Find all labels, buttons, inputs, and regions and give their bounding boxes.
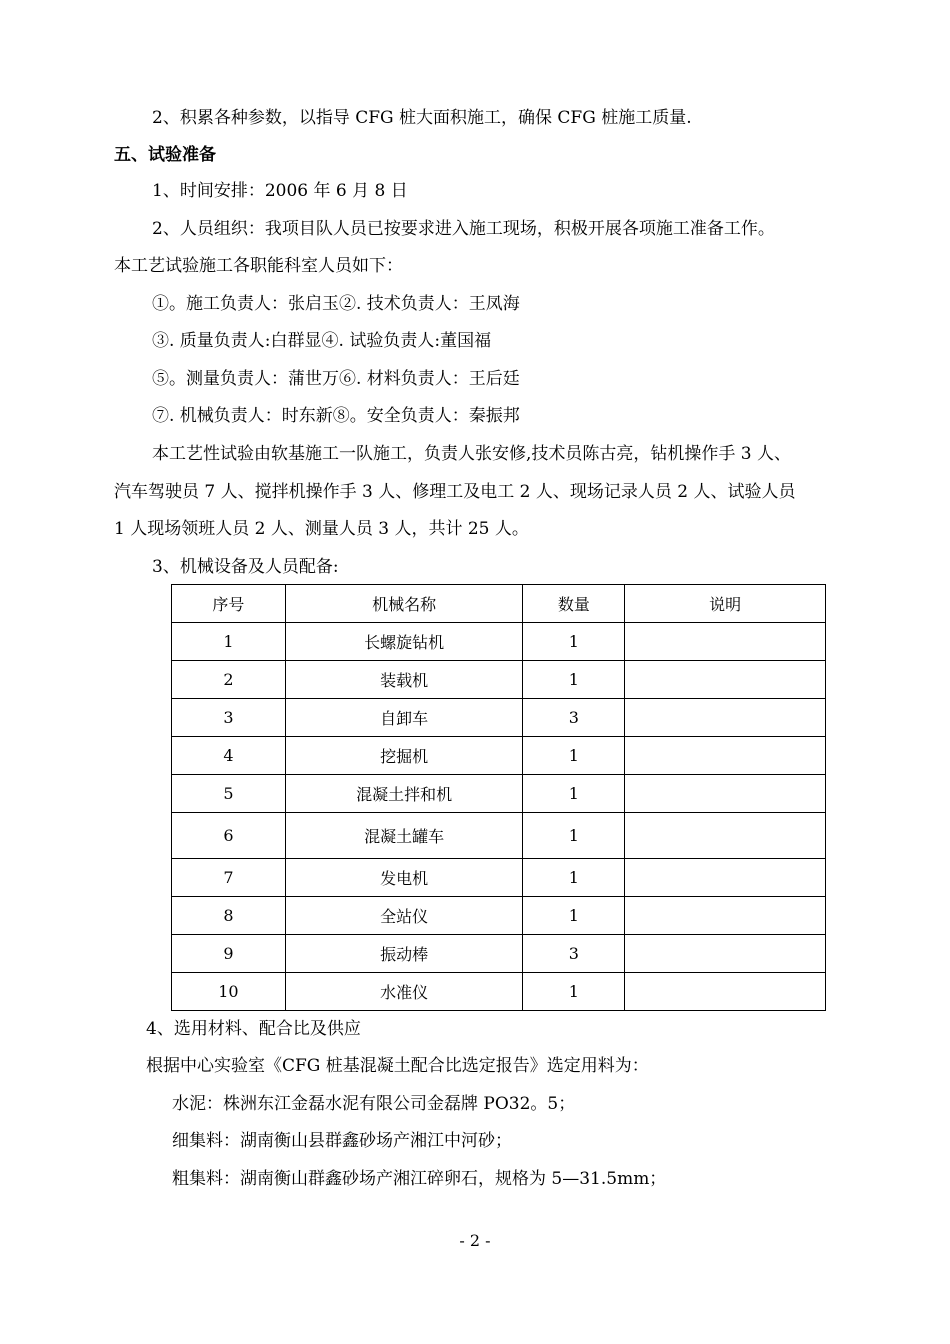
table-cell bbox=[625, 859, 826, 897]
table-cell: 1 bbox=[523, 897, 625, 935]
table-row bbox=[172, 661, 826, 699]
table-cell: 3 bbox=[523, 699, 625, 737]
table-cell: 3 bbox=[172, 699, 286, 737]
table-cell: 2 bbox=[172, 661, 286, 699]
table-cell: 自卸车 bbox=[285, 699, 523, 737]
table-cell bbox=[625, 737, 826, 775]
table-row bbox=[172, 813, 826, 859]
team-paragraph-line: 本工艺性试验由软基施工一队施工，负责人张安修,技术员陈古亮，钻机操作手 3 人、 bbox=[152, 444, 792, 464]
table-cell bbox=[625, 897, 826, 935]
table-cell: 1 bbox=[523, 859, 625, 897]
role-line: ①。施工负责人：张启玉②. 技术负责人：王凤海 bbox=[152, 294, 520, 314]
header-cell: 说明 bbox=[625, 585, 826, 623]
table-cell: 1 bbox=[523, 737, 625, 775]
schedule-line: 1、时间安排：2006 年 6 月 8 日 bbox=[152, 181, 408, 201]
materials-title: 4、选用材料、配合比及供应 bbox=[146, 1019, 361, 1039]
table-cell: 10 bbox=[172, 973, 286, 1011]
table-row bbox=[172, 935, 826, 973]
header-cell: 序号 bbox=[172, 585, 286, 623]
table-cell: 装载机 bbox=[285, 661, 523, 699]
table-cell: 9 bbox=[172, 935, 286, 973]
table-row bbox=[172, 859, 826, 897]
table-cell: 挖掘机 bbox=[285, 737, 523, 775]
table-cell bbox=[625, 973, 826, 1011]
table-cell bbox=[625, 661, 826, 699]
table-cell: 1 bbox=[523, 813, 625, 859]
table-cell: 发电机 bbox=[285, 859, 523, 897]
table-cell bbox=[625, 775, 826, 813]
equipment-table bbox=[171, 584, 826, 1011]
table-cell: 水准仪 bbox=[285, 973, 523, 1011]
table-cell: 1 bbox=[523, 775, 625, 813]
table-row bbox=[172, 623, 826, 661]
page-number: - 2 - bbox=[459, 1231, 491, 1250]
table-cell: 6 bbox=[172, 813, 286, 859]
role-line: ③. 质量负责人:白群显④. 试验负责人:董国福 bbox=[152, 331, 492, 351]
material-line: 水泥：株洲东江金磊水泥有限公司金磊牌 PO32。5； bbox=[172, 1094, 576, 1114]
section-title: 五、试验准备 bbox=[114, 145, 216, 165]
table-row bbox=[172, 737, 826, 775]
table-row bbox=[172, 775, 826, 813]
table-cell: 8 bbox=[172, 897, 286, 935]
table-row bbox=[172, 973, 826, 1011]
team-paragraph-line: 汽车驾驶员 7 人、搅拌机操作手 3 人、修理工及电工 2 人、现场记录人员 2 人、试验人员 bbox=[114, 482, 796, 502]
table-row bbox=[172, 699, 826, 737]
table-row bbox=[172, 897, 826, 935]
table-cell bbox=[625, 699, 826, 737]
table-cell: 1 bbox=[172, 623, 286, 661]
table-cell: 混凝土罐车 bbox=[285, 813, 523, 859]
role-line: ⑦. 机械负责人：时东新⑧。安全负责人：秦振邦 bbox=[152, 406, 520, 426]
table-cell: 混凝土拌和机 bbox=[285, 775, 523, 813]
table-cell: 7 bbox=[172, 859, 286, 897]
table-cell: 3 bbox=[523, 935, 625, 973]
team-paragraph-line: 1 人现场领班人员 2 人、测量人员 3 人，共计 25 人。 bbox=[114, 519, 529, 539]
table-cell: 4 bbox=[172, 737, 286, 775]
table-cell: 1 bbox=[523, 661, 625, 699]
table-cell: 振动棒 bbox=[285, 935, 523, 973]
table-cell: 全站仪 bbox=[285, 897, 523, 935]
table-cell bbox=[625, 935, 826, 973]
table-cell bbox=[625, 623, 826, 661]
staff-line-1: 2、人员组织：我项目队人员已按要求进入施工现场，积极开展各项施工准备工作。 bbox=[152, 219, 775, 239]
intro-line: 2、积累各种参数，以指导 CFG 桩大面积施工，确保 CFG 桩施工质量. bbox=[152, 108, 692, 128]
equipment-title: 3、机械设备及人员配备: bbox=[152, 557, 339, 577]
table-cell bbox=[625, 813, 826, 859]
table-cell: 长螺旋钻机 bbox=[285, 623, 523, 661]
staff-line-2: 本工艺试验施工各职能科室人员如下： bbox=[114, 256, 403, 276]
material-line: 细集料：湖南衡山县群鑫砂场产湘江中河砂； bbox=[172, 1131, 512, 1151]
role-line: ⑤。测量负责人：蒲世万⑥. 材料负责人：王后廷 bbox=[152, 369, 520, 389]
table-cell: 5 bbox=[172, 775, 286, 813]
header-cell: 机械名称 bbox=[285, 585, 523, 623]
table-cell: 1 bbox=[523, 623, 625, 661]
table-cell: 1 bbox=[523, 973, 625, 1011]
table-header-row bbox=[172, 585, 826, 623]
header-cell: 数量 bbox=[523, 585, 625, 623]
material-line: 粗集料：湖南衡山群鑫砂场产湘江碎卵石，规格为 5—31.5mm； bbox=[172, 1169, 667, 1189]
materials-intro: 根据中心实验室《CFG 桩基混凝土配合比选定报告》选定用料为： bbox=[146, 1056, 649, 1076]
